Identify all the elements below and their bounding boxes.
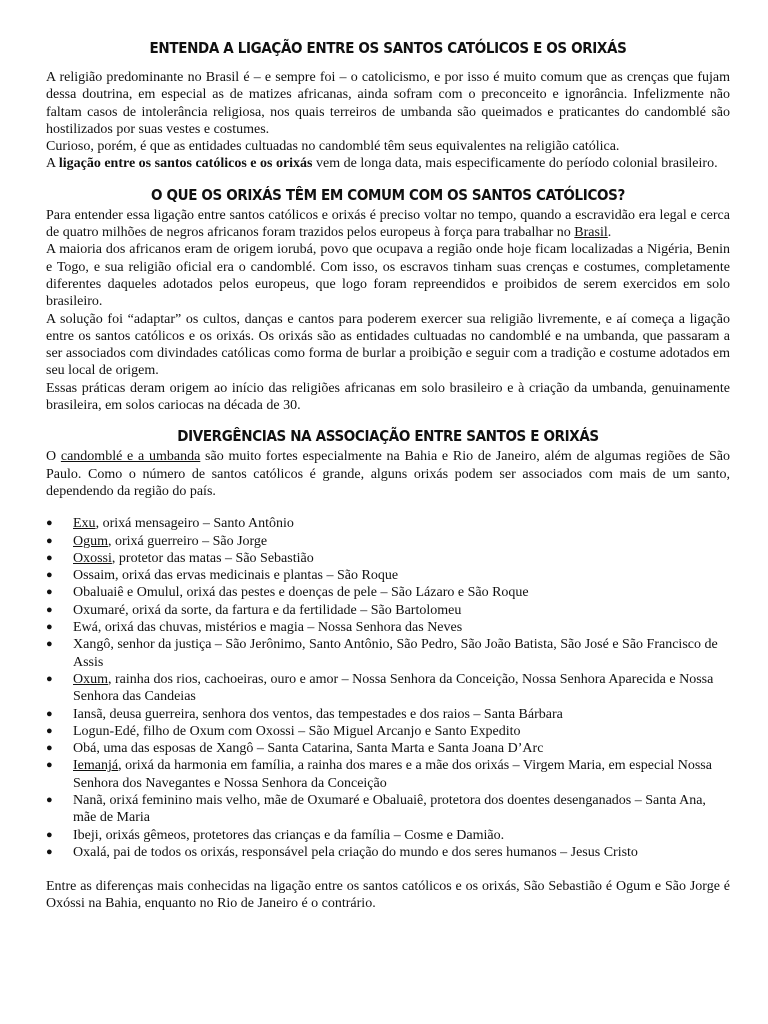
section2-paragraph-1	[46, 207, 730, 242]
list-item	[46, 602, 730, 619]
document-title: ENTENDA A LIGAÇÃO ENTRE OS SANTOS CATÓLICOS E OS ORIXÁS	[149, 39, 627, 57]
list-item-text: Ewá, orixá das chuvas, mistérios e magia – Nossa Senhora das Neves	[73, 620, 463, 636]
bullet-icon: ●	[46, 707, 53, 720]
list-item	[46, 792, 730, 827]
section2-paragraph-3: A solução foi “adaptar” os cultos, danças e cantos para poderem exercer sua religião livremente, e aí começa a ligação entre os santos católicos e os orixás. Os orixás são as entidades cultuadas no candomblé e na umbanda, que passaram a ser associados com divindades católicas como forma de burlar a proibição e seguir com a tradição e costume adotados em seu local de origem.	[46, 311, 730, 379]
bullet-icon: ●	[46, 672, 53, 685]
section-heading-divergences: DIVERGÊNCIAS NA ASSOCIAÇÃO ENTRE SANTOS E ORIXÁS	[177, 427, 599, 446]
bullet-icon: ●	[46, 551, 53, 564]
list-item-text: Nanã, orixá feminino mais velho, mãe de Oxumaré e Obaluaiê, protetora dos doentes desenganados – Santa Ana, mãe de Maria	[73, 792, 706, 826]
list-item-text: Ossaim, orixá das ervas medicinais e plantas – São Roque	[73, 568, 399, 584]
orixa-link[interactable]: Ogum	[73, 533, 108, 549]
intro-paragraph-1: A religião predominante no Brasil é – e sempre foi – o catolicismo, e por isso é muito comum que as crenças que fujam dessa doutrina, em especial as de matizes africanas, ainda sofram com o preconceito e ignorância. Infelizmente não faltam casos de intolerância religiosa, nos quais terreiros de umbanda são queimados e praticantes do candomblé são hostilizados por suas vestes e costumes.	[46, 70, 730, 137]
brasil-link[interactable]: Brasil	[574, 225, 608, 241]
bullet-icon: ●	[46, 638, 53, 651]
bullet-icon: ●	[46, 828, 53, 841]
list-item-text: Xangô, senhor da justiça – São Jerônimo, Santo Antônio, São Pedro, São João Batista, São José e São Francisco de Assis	[73, 637, 718, 670]
list-item-text: , protetor das matas – São Sebastião	[111, 550, 314, 566]
document-page	[46, 38, 730, 913]
section2-paragraph-2: A maioria dos africanos eram de origem iorubá, povo que ocupava a região onde hoje ficam localizadas a Nigéria, Benin e Togo, e sua religião oficial era o candomblé. Com isso, os escravos tinham suas crenças e costumes, completamente diferentes daqueles adotados pelos europeus, que logo foram repreendidos e proibidos de serem exercidos em solo brasileiro.	[46, 242, 730, 310]
list-item-text: Oxalá, pai de todos os orixás, responsável pela criação do mundo e dos seres humanos – Jesus Cristo	[73, 844, 638, 860]
bullet-icon: ●	[46, 845, 53, 858]
list-item	[46, 636, 730, 671]
section3-p1-post: são muito fortes especialmente na Bahia e Rio de Janeiro, além de algumas regiões de São Paulo. Como o número de santos católicos é grande, alguns orixás podem ser associados com mais de um santo, dependendo da região do país.	[46, 449, 730, 499]
closing-paragraph: Entre as diferenças mais conhecidas na ligação entre os santos católicos e os orixás, São Sebastião é Ogum e São Jorge é Oxóssi na Bahia, enquanto no Rio de Janeiro é o contrário.	[46, 879, 730, 912]
list-item-text: Obá, uma das esposas de Xangô – Santa Catarina, Santa Marta e Santa Joana D’Arc	[73, 741, 544, 757]
bullet-icon: ●	[46, 724, 53, 737]
orixa-link[interactable]: Iemanjá	[73, 758, 119, 774]
bullet-icon: ●	[46, 742, 53, 755]
section3-p1-pre: O	[46, 449, 61, 465]
list-item	[46, 567, 730, 584]
bullet-icon: ●	[46, 586, 53, 599]
bullet-icon: ●	[46, 793, 53, 806]
bullet-icon: ●	[46, 534, 53, 547]
list-item-text: Iansã, deusa guerreira, senhora dos ventos, das tempestades e dos raios – Santa Bárbara	[73, 706, 563, 722]
list-item	[46, 740, 730, 757]
list-item	[46, 671, 730, 706]
section2-p1-pre: Para entender essa ligação entre santos católicos e orixás é preciso voltar no tempo, quando a escravidão era legal e cerca de quatro milhões de negros africanos foram trazidos pelos europeus à força para trabalhar no	[46, 207, 730, 241]
list-item	[46, 723, 730, 740]
intro-paragraph-3	[46, 155, 730, 172]
list-item	[46, 827, 730, 844]
orixa-link[interactable]: Oxossi	[73, 550, 112, 566]
list-item-text: Logun-Edé, filho de Oxum com Oxossi – São Miguel Arcanjo e Santo Expedito	[73, 723, 521, 739]
intro-p3-bold: ligação entre os santos católicos e os orixás	[58, 156, 313, 172]
bullet-icon: ●	[46, 621, 53, 634]
orixa-saint-list	[46, 515, 730, 861]
list-item-text: Oxumaré, orixá da sorte, da fartura e da fertilidade – São Bartolomeu	[73, 602, 462, 618]
section3-paragraph-1	[46, 448, 730, 500]
bullet-icon: ●	[46, 759, 53, 772]
section2-p1-post: .	[607, 225, 612, 241]
orixa-link[interactable]: Exu	[73, 516, 96, 532]
list-item-text: Obaluaiê e Omulul, orixá das pestes e doenças de pele – São Lázaro e São Roque	[73, 585, 529, 601]
list-item-text: , rainha dos rios, cachoeiras, ouro e amor – Nossa Senhora da Conceição, Nossa Senhora Aparecida e Nossa Senhora das Candeias	[73, 671, 714, 705]
intro-p3-post: vem de longa data, mais especificamente do período colonial brasileiro.	[312, 156, 718, 172]
list-item	[46, 515, 730, 532]
intro-paragraph-2: Curioso, porém, é que as entidades cultuadas no candomblé têm seus equivalentes na religião católica.	[46, 139, 620, 155]
list-item-text: , orixá guerreiro – São Jorge	[108, 533, 268, 549]
list-item	[46, 533, 730, 550]
list-item	[46, 550, 730, 567]
candomble-umbanda-link[interactable]: candomblé e a umbanda	[60, 449, 201, 465]
list-item	[46, 584, 730, 601]
list-item	[46, 757, 730, 792]
bullet-icon: ●	[46, 569, 53, 582]
section2-paragraph-4: Essas práticas deram origem ao início das religiões africanas em solo brasileiro e à criação da umbanda, genuinamente brasileira, em solos cariocas na década de 30.	[46, 380, 730, 414]
section-heading-common: O QUE OS ORIXÁS TÊM EM COMUM COM OS SANTOS CATÓLICOS?	[151, 185, 625, 204]
list-item-text: , orixá da harmonia em família, a rainha dos mares e a mãe dos orixás – Virgem Maria, em especial Nossa Senhora dos Navegantes e Nossa Senhora da Conceição	[73, 758, 712, 791]
list-item	[46, 619, 730, 636]
intro-p3-pre: A	[46, 156, 59, 172]
list-item	[46, 706, 730, 723]
bullet-icon: ●	[46, 603, 53, 616]
list-item-text: Ibeji, orixás gêmeos, protetores das crianças e da família – Cosme e Damião.	[73, 827, 505, 843]
list-item	[46, 844, 730, 861]
orixa-link[interactable]: Oxum	[73, 671, 108, 687]
list-item-text: , orixá mensageiro – Santo Antônio	[95, 516, 294, 532]
bullet-icon: ●	[46, 517, 53, 530]
